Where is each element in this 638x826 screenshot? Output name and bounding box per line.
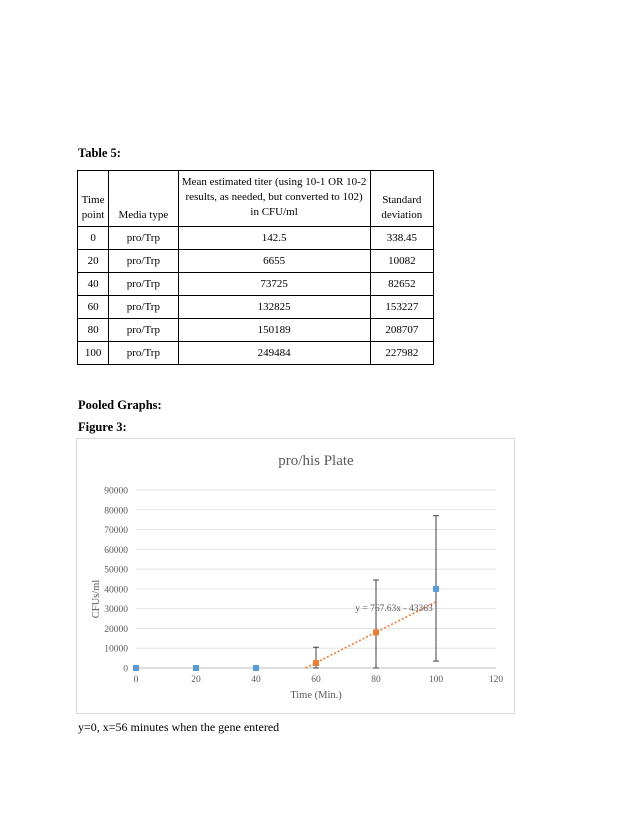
- y-tick-label: 40000: [104, 585, 128, 596]
- table-header-row: [78, 171, 434, 227]
- table-cell: 142.5: [178, 227, 370, 250]
- chart-frame: [76, 438, 515, 714]
- table-cell: 153227: [370, 296, 433, 319]
- pooled-graphs-heading: Pooled Graphs:: [78, 398, 162, 412]
- table-cell: 208707: [370, 319, 433, 342]
- x-tick-label: 120: [488, 675, 504, 685]
- data-point: [193, 665, 199, 671]
- table-row: [78, 319, 434, 342]
- table-cell: 150189: [178, 319, 370, 342]
- table-cell: 82652: [370, 273, 433, 296]
- scatter-chart: [77, 439, 514, 713]
- x-tick-label: 60: [311, 675, 321, 685]
- table-row: [78, 296, 434, 319]
- table-cell: 338.45: [370, 227, 433, 250]
- data-point: [133, 665, 139, 671]
- table-cell: pro/Trp: [109, 319, 178, 342]
- table-body: [78, 227, 434, 365]
- x-axis-label: Time (Min.): [290, 690, 342, 701]
- y-tick-label: 50000: [104, 565, 128, 576]
- data-point: [433, 586, 439, 592]
- y-tick-label: 80000: [104, 506, 128, 517]
- table-cell: 20: [78, 250, 109, 273]
- y-tick-label: 10000: [104, 644, 128, 655]
- y-axis-label: CFUs/ml: [91, 579, 102, 619]
- table-caption: Table 5:: [78, 146, 121, 160]
- y-tick-label: 30000: [104, 605, 128, 616]
- header-media-type: Media type: [109, 171, 178, 227]
- y-tick-label: 0: [123, 664, 128, 675]
- data-table: [77, 170, 434, 365]
- data-point: [373, 629, 379, 635]
- x-tick-label: 80: [371, 675, 381, 685]
- y-tick-label: 70000: [104, 526, 128, 537]
- table-cell: pro/Trp: [109, 250, 178, 273]
- data-point: [313, 660, 319, 666]
- table-cell: 227982: [370, 342, 433, 365]
- header-mean-titer: Mean estimated titer (using 10-1 OR 10-2 results, as needed, but converted to 102) in CFU/ml: [178, 171, 370, 227]
- trendline-equation: y = 767.63x - 43363: [355, 604, 433, 615]
- table-cell: 73725: [178, 273, 370, 296]
- y-tick-label: 20000: [104, 624, 128, 635]
- table-cell: 132825: [178, 296, 370, 319]
- x-tick-label: 20: [191, 675, 201, 685]
- data-point: [253, 665, 259, 671]
- x-tick-label: 40: [251, 675, 261, 685]
- figure-caption: Figure 3:: [78, 420, 127, 434]
- table-cell: 249484: [178, 342, 370, 365]
- table-cell: pro/Trp: [109, 296, 178, 319]
- table-cell: 80: [78, 319, 109, 342]
- header-time-point: Time point: [78, 171, 109, 227]
- table-row: [78, 342, 434, 365]
- table-cell: 6655: [178, 250, 370, 273]
- table-cell: pro/Trp: [109, 227, 178, 250]
- y-tick-label: 60000: [104, 545, 128, 556]
- table-cell: 40: [78, 273, 109, 296]
- table-cell: 0: [78, 227, 109, 250]
- table-cell: pro/Trp: [109, 342, 178, 365]
- header-standard-deviation: Standard deviation: [370, 171, 433, 227]
- table-cell: 100: [78, 342, 109, 365]
- x-tick-label: 100: [428, 675, 444, 685]
- y-tick-label: 90000: [104, 486, 128, 497]
- table-row: [78, 227, 434, 250]
- x-tick-label: 0: [133, 675, 139, 685]
- table-cell: 10082: [370, 250, 433, 273]
- footnote: y=0, x=56 minutes when the gene entered: [78, 720, 280, 734]
- table-cell: pro/Trp: [109, 273, 178, 296]
- table-cell: 60: [78, 296, 109, 319]
- table-row: [78, 250, 434, 273]
- table-row: [78, 273, 434, 296]
- chart-title: pro/his Plate: [278, 453, 354, 469]
